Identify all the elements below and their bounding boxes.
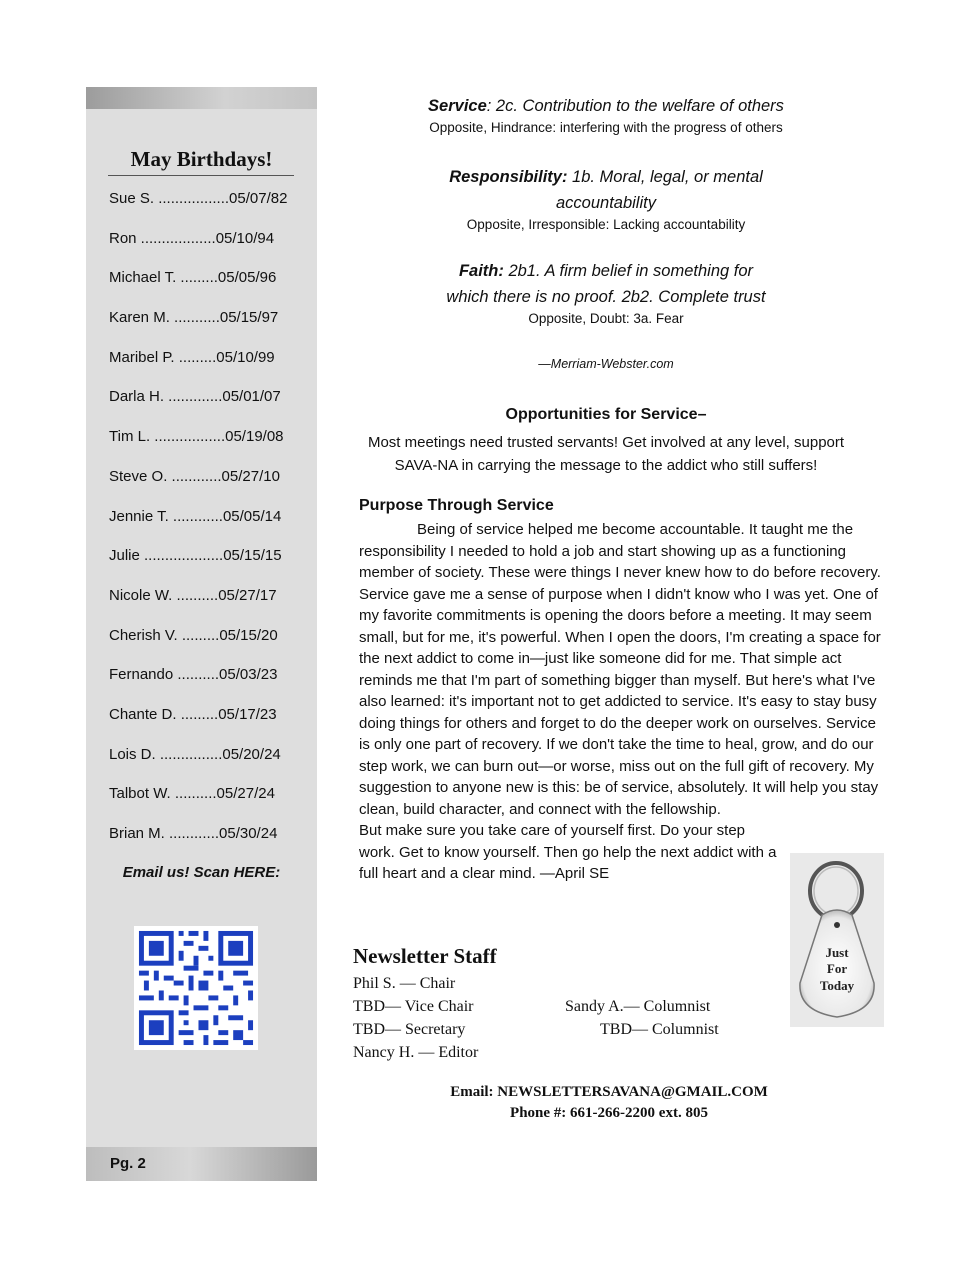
birthday-item: Julie ...................05/15/15 [109, 547, 282, 565]
term-faith: Faith: [458, 262, 504, 280]
purpose-title: Purpose Through Service [359, 497, 554, 514]
birthday-list [109, 189, 287, 864]
definition-text: : 2c. Contribution to the welfare of others [486, 97, 784, 115]
sidebar-top-bar [86, 87, 317, 109]
definition-text: 2b1. A firm belief in something for [503, 262, 754, 280]
birthday-item: Fernando ..........05/03/23 [109, 666, 278, 684]
staff-vice-chair: TBD— Vice Chair [353, 998, 474, 1015]
definition-responsibility [346, 164, 866, 234]
purpose-paragraph: But make sure you take care of yourself first. Do your step work. Get to know yourself. Then go help the next addict with a full heart and a clear mind. —April SE [359, 822, 777, 882]
birthday-item: Lois D. ...............05/20/24 [109, 745, 281, 763]
definition-text: which there is no proof. 2b2. Complete trust [446, 288, 766, 306]
birthday-item: Michael T. .........05/05/96 [109, 269, 277, 287]
keytag-image [790, 853, 884, 1027]
birthday-item: Nicole W. ..........05/27/17 [109, 586, 277, 604]
birthday-item: Steve O. ............05/27/10 [109, 467, 280, 485]
term-service: Service [428, 97, 487, 115]
staff-title: Newsletter Staff [353, 944, 497, 968]
definition-text: accountability [556, 194, 656, 212]
birthdays-divider [108, 175, 294, 176]
definition-opposite: Opposite, Doubt: 3a. Fear [528, 311, 684, 326]
birthdays-title: May Birthdays! [130, 147, 273, 171]
definition-opposite: Opposite, Hindrance: interfering with the progress of others [429, 120, 783, 135]
birthday-item: Cherish V. .........05/15/20 [109, 626, 278, 644]
keytag-icon [790, 853, 884, 1027]
birthday-item: Tim L. .................05/19/08 [109, 428, 284, 446]
staff-columnist: Sandy A.— Columnist [565, 998, 711, 1015]
opportunities-line: Most meetings need trusted servants! Get involved at any level, support [367, 434, 845, 451]
staff-secretary: TBD— Secretary [353, 1021, 466, 1038]
staff-chair: Phil S. — Chair [353, 975, 456, 992]
keytag-text: For [826, 961, 848, 976]
birthday-item: Talbot W. ..........05/27/24 [109, 785, 275, 803]
term-responsibility: Responsibility: [449, 168, 568, 186]
keytag-text: Just [825, 945, 849, 960]
staff-editor: Nancy H. — Editor [353, 1044, 479, 1061]
definition-opposite: Opposite, Irresponsible: Lacking accountability [466, 217, 746, 232]
definition-source: —Merriam-Webster.com [538, 357, 674, 371]
birthday-item: Maribel P. .........05/10/99 [109, 348, 275, 366]
page-number: Pg. 2 [110, 1155, 146, 1172]
contact-email[interactable]: Email: NEWSLETTERSAVANA@GMAIL.COM [450, 1084, 768, 1100]
birthday-item: Brian M. ............05/30/24 [109, 825, 278, 842]
opportunities-line: SAVA-NA in carrying the message to the addict who still suffers! [394, 457, 818, 474]
purpose-article [359, 519, 885, 885]
birthday-item: Karen M. ...........05/15/97 [109, 309, 279, 327]
birthday-item: Jennie T. ............05/05/14 [109, 507, 282, 525]
contact-phone: Phone #: 661-266-2200 ext. 805 [510, 1105, 708, 1121]
definition-service [346, 93, 866, 137]
staff-columnist: TBD— Columnist [600, 1021, 719, 1038]
qr-code-icon [134, 926, 258, 1050]
sidebar [86, 87, 317, 1181]
keytag-text: Today [819, 978, 855, 993]
birthday-item: Chante D. .........05/17/23 [109, 705, 277, 723]
birthday-item: Ron ..................05/10/94 [109, 229, 275, 247]
email-scan-label: Email us! Scan HERE: [122, 864, 281, 881]
birthday-item: Sue S. .................05/07/82 [109, 190, 288, 207]
definition-faith [346, 258, 866, 328]
opportunities-text [346, 431, 866, 477]
qr-code[interactable] [134, 926, 258, 1050]
definition-text: 1b. Moral, legal, or mental [567, 168, 763, 186]
birthday-item: Darla H. .............05/01/07 [109, 388, 281, 406]
opportunities-title: Opportunities for Service– [505, 406, 707, 423]
purpose-paragraph: Being of service helped me become accountable. It taught me the responsibility I needed to hold a job and start showing up as a functioning member of society. These were things I never knew how to do before recovery. Service gave me a sense of purpose when I didn't know who I was yet. One of my favorite commitments is opening the doors before a meeting. It may seem small, but for me, it's powerful. When I open the doors, I'm creating a space for the next addict to come in—just like someone did for me. That simple act reminds me that I'm part of something bigger than myself. But here's what I've also learned: it's important not to get addicted to service. It's easy to stay busy doing things for others and forget to do the deeper work on ourselves. Service is only one part of recovery. If we don't take the time to heal, grow, and do our step work, we can burn out—or worse, miss out on the full gift of recovery. My suggestion to anyone new is this: be of service, absolutely. It will help you stay clean, build character, and connect with the fellowship. [359, 521, 881, 818]
page-number-bar [86, 1147, 317, 1181]
